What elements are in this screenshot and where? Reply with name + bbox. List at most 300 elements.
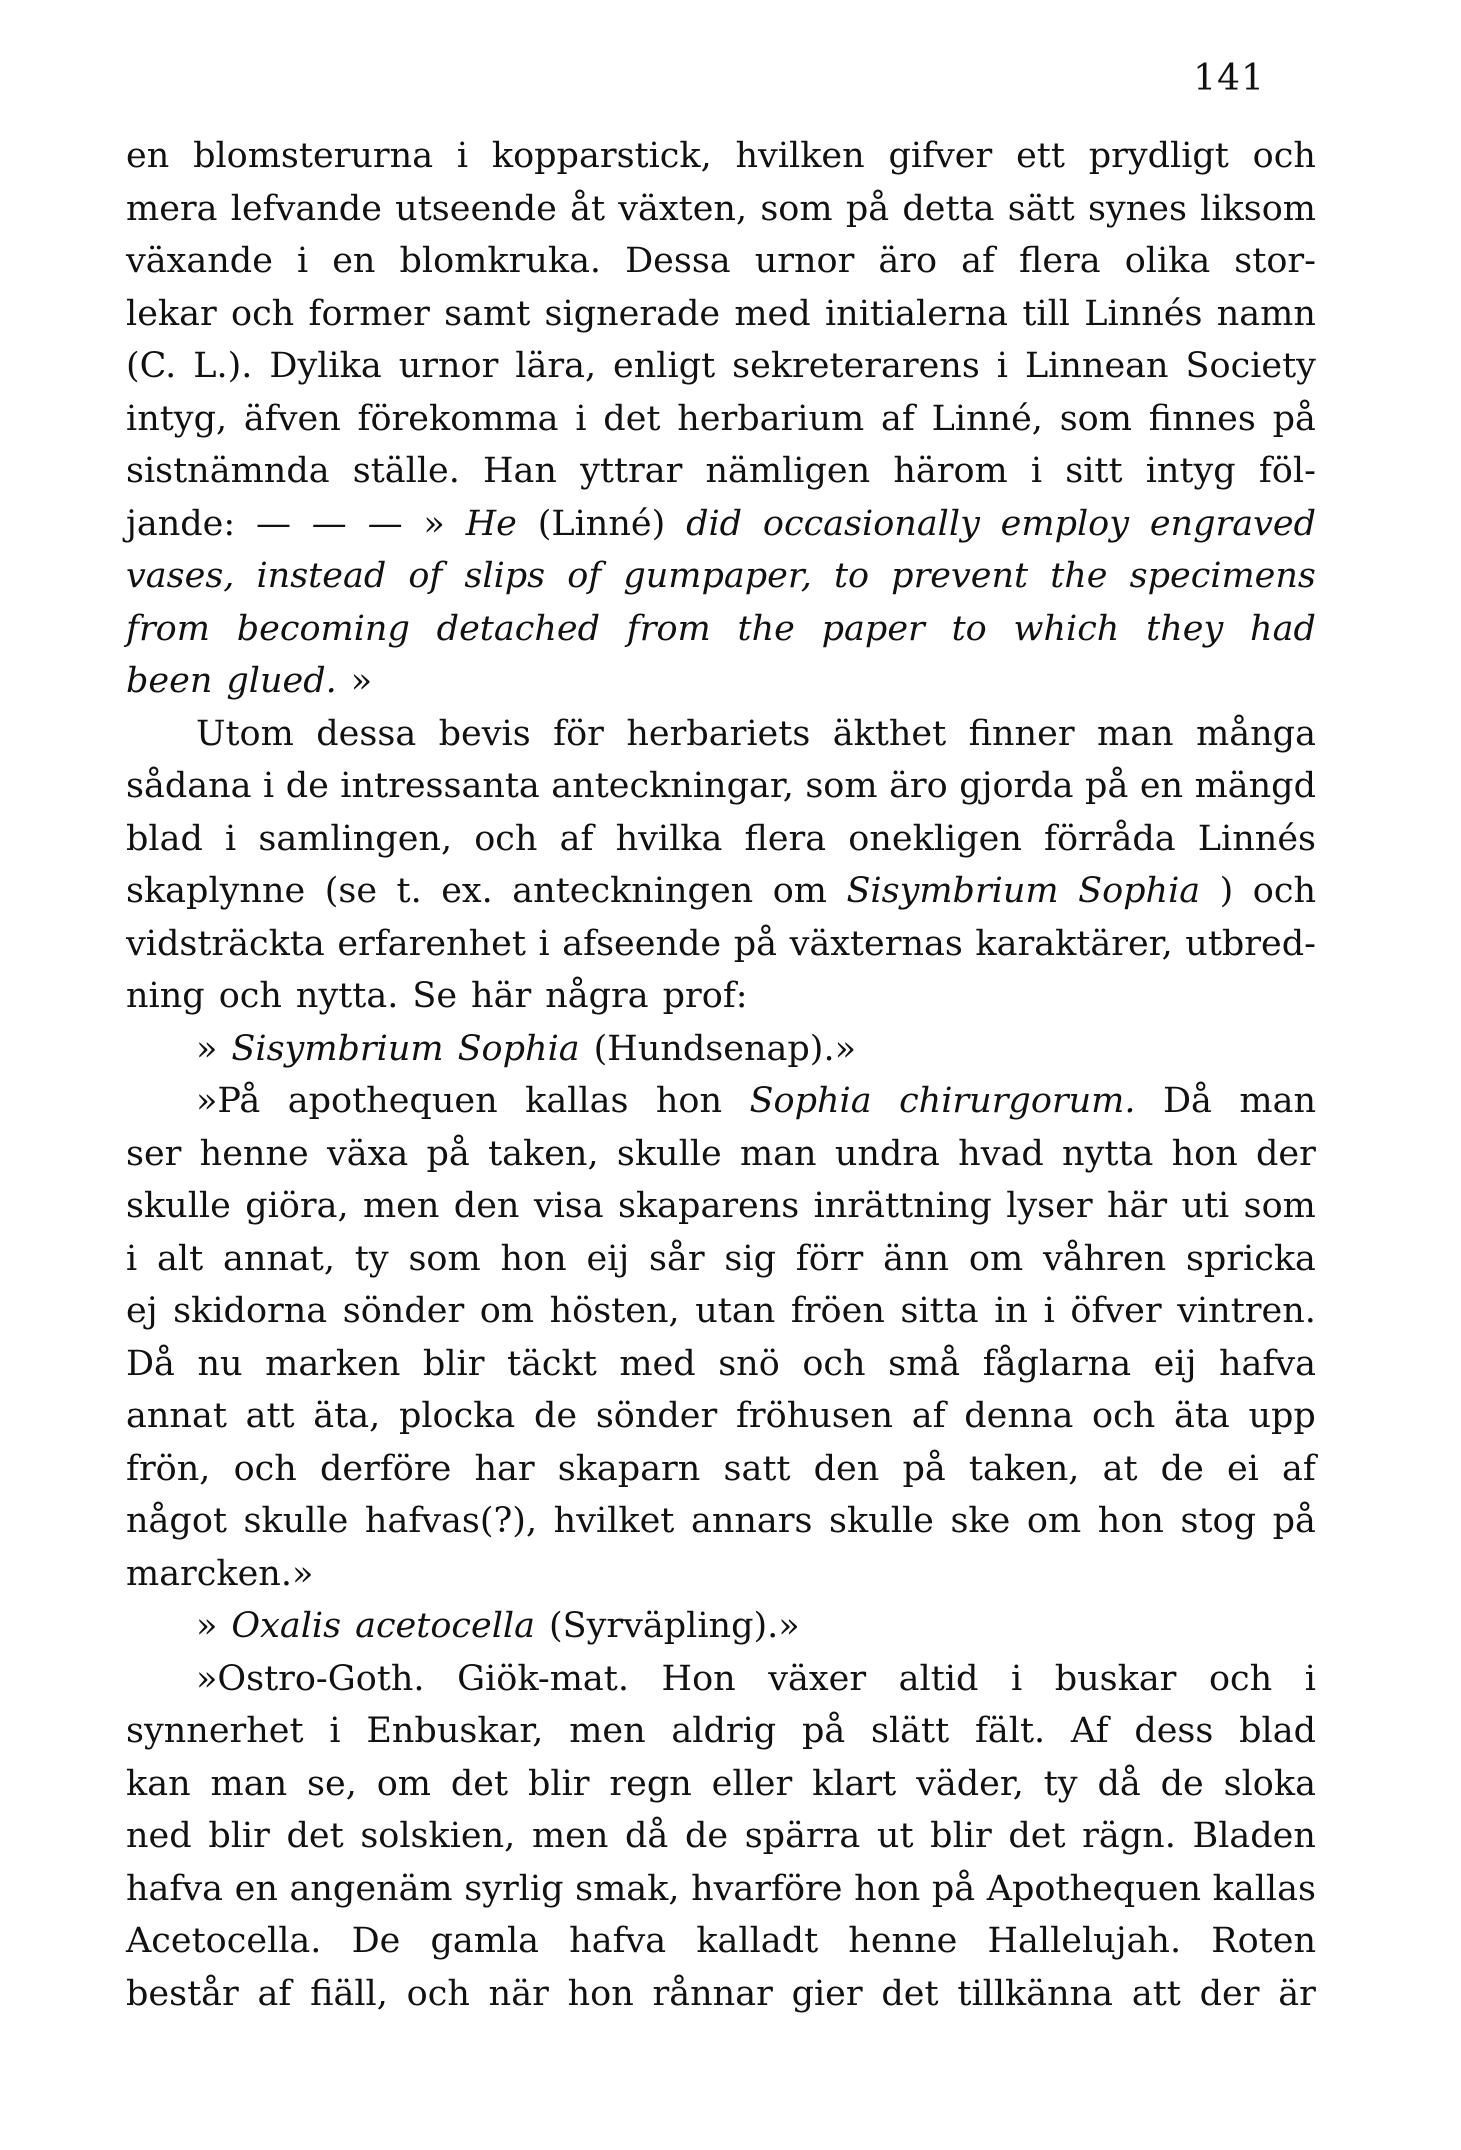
- text-line: [126, 340, 1316, 393]
- word: jande:: [126, 503, 236, 544]
- word: på: [902, 1448, 946, 1489]
- word: smak,: [575, 1868, 680, 1909]
- word: på: [1272, 1501, 1316, 1541]
- word: men: [569, 1711, 646, 1751]
- word: Hallelujah.: [987, 1921, 1182, 1961]
- text-line: [126, 183, 1316, 236]
- word: små: [888, 1343, 961, 1384]
- word: slätt: [871, 1711, 950, 1751]
- word: i: [225, 818, 237, 859]
- word: fåglarna: [982, 1343, 1132, 1384]
- word: Linnés: [1197, 818, 1316, 859]
- word: att: [1131, 1973, 1181, 2014]
- italic-word: the: [1050, 556, 1108, 596]
- word: hon: [854, 1868, 921, 1909]
- word: som: [408, 1238, 481, 1279]
- word: men: [362, 1186, 440, 1226]
- word: gifver: [888, 136, 993, 176]
- word: »Ostro-Goth.: [196, 1658, 425, 1699]
- word: Hon: [661, 1658, 736, 1699]
- italic-word: to: [833, 556, 870, 596]
- word: på: [426, 1133, 470, 1174]
- italic-word: Sophia: [749, 1081, 872, 1121]
- word: något: [126, 1501, 227, 1541]
- word: hösten,: [549, 1291, 680, 1331]
- word: karaktärer,: [975, 923, 1173, 964]
- italic-word: vases,: [126, 556, 235, 596]
- word: apothequen: [287, 1081, 498, 1121]
- word: täckt: [507, 1343, 597, 1384]
- text-line: [126, 1548, 1316, 1601]
- word: urnor: [754, 241, 855, 281]
- italic-word: acetocella: [355, 1606, 535, 1646]
- word: hvarföre: [691, 1868, 843, 1909]
- word: Roten: [1211, 1921, 1316, 1961]
- word: och: [474, 818, 538, 859]
- word: de: [684, 1816, 729, 1856]
- word: utseende: [395, 188, 557, 229]
- italic-word: from: [626, 608, 711, 649]
- word: ex.: [441, 871, 493, 911]
- italic-word: glued.: [226, 661, 337, 701]
- word: (Hundsenap).»: [593, 1028, 856, 1069]
- word: sätt: [1007, 188, 1075, 229]
- word: hon: [1097, 1501, 1164, 1541]
- word: och: [802, 1343, 866, 1384]
- word: henne: [848, 1921, 958, 1961]
- word: och: [1208, 1658, 1273, 1699]
- word: härom: [893, 451, 1008, 491]
- word: på: [931, 1868, 976, 1909]
- word: stog: [1180, 1501, 1256, 1541]
- word: namn: [1216, 293, 1316, 334]
- word: signerade: [544, 293, 721, 334]
- word: urnor: [398, 346, 499, 386]
- word: Linnés: [1084, 293, 1203, 334]
- italic-word: which: [1013, 608, 1120, 649]
- word: det: [1008, 1816, 1066, 1856]
- italic-word: had: [1250, 608, 1316, 649]
- italic-word: Sisymbrium: [231, 1028, 444, 1069]
- word: flera: [1019, 241, 1101, 281]
- italic-word: occasionally: [762, 503, 980, 544]
- word: ej: [126, 1291, 158, 1331]
- word: Society: [1185, 346, 1316, 386]
- word: hvilka: [615, 818, 723, 859]
- word: ett: [1016, 136, 1065, 176]
- text-line: [126, 970, 1316, 1023]
- italic-word: specimens: [1129, 556, 1316, 596]
- word: om: [376, 1763, 431, 1804]
- word: Enbuskar,: [366, 1711, 544, 1751]
- text-line: [126, 393, 1316, 446]
- word: herbariets: [626, 713, 811, 754]
- word: man: [1239, 1081, 1316, 1121]
- word: när: [488, 1973, 549, 2014]
- word: väder,: [916, 1763, 1024, 1804]
- word: af: [559, 818, 594, 859]
- word: här: [471, 976, 532, 1016]
- italic-word: to: [951, 608, 987, 649]
- word: och: [1252, 871, 1316, 911]
- word: i: [538, 923, 550, 964]
- word: gjorda: [959, 766, 1074, 806]
- word: derföre: [319, 1448, 452, 1489]
- word: Dessa: [625, 241, 731, 281]
- word: skaparens: [618, 1186, 800, 1226]
- word: Dylika: [269, 346, 382, 386]
- word: de: [534, 1396, 578, 1436]
- text-line: [126, 1810, 1316, 1863]
- word: Då: [126, 1343, 175, 1384]
- word: bevis: [438, 713, 531, 754]
- word: hon: [1171, 1133, 1238, 1174]
- word: som: [805, 766, 878, 806]
- word: skulle: [829, 1501, 934, 1541]
- word: altid: [898, 1658, 979, 1699]
- word: onekligen: [848, 818, 1022, 859]
- italic-word: prevent: [891, 556, 1029, 596]
- word: buskar: [1054, 1658, 1177, 1699]
- word: visa: [533, 1186, 604, 1226]
- italic-word: did: [686, 503, 743, 544]
- italic-word: Sophia: [457, 1028, 580, 1069]
- italic-word: He: [465, 503, 517, 544]
- word: erfarenhet: [337, 923, 526, 964]
- word: en: [126, 136, 170, 176]
- word: regn: [609, 1763, 692, 1804]
- italic-word: slips: [464, 556, 546, 596]
- word: skaplynne: [126, 871, 306, 911]
- word: anteckningen: [512, 871, 754, 911]
- text-line: [126, 1180, 1316, 1233]
- word: Se: [412, 976, 458, 1016]
- word: till: [1022, 293, 1070, 334]
- word: på: [1272, 398, 1316, 439]
- word: »: [196, 1606, 218, 1646]
- word: om: [479, 1291, 535, 1331]
- word: i: [1043, 1291, 1055, 1331]
- text-line: [126, 655, 1316, 708]
- word: af: [880, 398, 915, 439]
- word: lyser: [1006, 1186, 1093, 1226]
- word: som: [1243, 1186, 1316, 1226]
- word: i: [329, 1711, 341, 1751]
- word: förr: [795, 1238, 864, 1279]
- text-line: [126, 1023, 1316, 1076]
- word: och: [406, 1973, 470, 2014]
- text-line: [126, 498, 1316, 551]
- word: för: [553, 713, 604, 754]
- word: många: [1196, 713, 1316, 754]
- word: några: [545, 976, 649, 1016]
- word: sistnämnda: [126, 451, 330, 491]
- word: öfver: [1070, 1291, 1162, 1331]
- word: synes: [1087, 188, 1187, 229]
- word: finner: [968, 713, 1075, 754]
- word: in: [994, 1291, 1028, 1331]
- word: blir: [527, 1763, 590, 1804]
- word: i: [1304, 1658, 1316, 1699]
- word: växa: [327, 1133, 409, 1174]
- word: t.: [396, 871, 422, 911]
- word: hvad: [958, 1133, 1044, 1174]
- text-line: [126, 603, 1316, 656]
- word: Giök-mat.: [457, 1658, 629, 1699]
- word: »: [423, 503, 445, 544]
- word: rånnar: [652, 1973, 773, 2014]
- text-line: [126, 1495, 1316, 1548]
- word: alt: [157, 1238, 204, 1279]
- italic-word: gumpaper,: [623, 556, 812, 596]
- word: kopparstick,: [491, 136, 712, 176]
- word: enligt: [613, 346, 716, 386]
- word: det: [881, 1973, 939, 2014]
- italic-word: paper: [821, 608, 925, 649]
- word: utbred-: [1185, 923, 1316, 964]
- text-line: [126, 1968, 1316, 2021]
- word: yttrar: [580, 451, 683, 491]
- word: består: [126, 1973, 239, 2014]
- word: är: [1278, 1973, 1316, 2014]
- text-line: [126, 813, 1316, 866]
- word: och: [1092, 1396, 1156, 1436]
- word: fält.: [974, 1711, 1046, 1751]
- word: intyg: [1145, 451, 1236, 491]
- word: man: [1097, 713, 1174, 754]
- word: i: [1030, 451, 1043, 491]
- word: Han: [483, 451, 557, 491]
- word: »På: [196, 1081, 261, 1121]
- word: af: [961, 241, 995, 281]
- word: i: [126, 1238, 138, 1279]
- italic-word: Sisymbrium: [846, 871, 1059, 911]
- word: eij: [586, 1238, 630, 1279]
- word: åt: [570, 188, 606, 229]
- word: mängd: [1194, 766, 1316, 806]
- word: det: [603, 398, 661, 439]
- word: ställe.: [352, 451, 460, 491]
- word: om: [1026, 1501, 1082, 1541]
- word: växten,: [618, 188, 748, 229]
- word: nytta.: [295, 976, 399, 1016]
- word: blir: [208, 1816, 270, 1856]
- word: rägn.: [1082, 1816, 1176, 1856]
- text-line: [126, 1390, 1316, 1443]
- word: och: [233, 1448, 297, 1489]
- word: at: [1102, 1448, 1138, 1489]
- word: —: [255, 503, 291, 544]
- word: tillkänna: [957, 1973, 1114, 2014]
- word: plocka: [398, 1396, 516, 1436]
- word: man: [210, 1763, 288, 1804]
- word: en: [332, 241, 376, 281]
- word: hafva: [569, 1921, 667, 1961]
- word: annat,: [222, 1238, 335, 1279]
- word: man: [739, 1133, 817, 1174]
- word: spricka: [1185, 1238, 1316, 1279]
- word: skulle: [126, 1186, 231, 1226]
- word: förekomma: [357, 398, 559, 439]
- word: »: [350, 661, 373, 701]
- word: taken,: [488, 1133, 599, 1174]
- word: i: [996, 346, 1008, 386]
- word: eller: [711, 1763, 793, 1804]
- italic-word: detached: [436, 608, 600, 649]
- word: ske: [950, 1501, 1011, 1541]
- word: klart: [812, 1763, 897, 1804]
- italic-word: from: [126, 608, 210, 649]
- word: hon: [567, 1973, 634, 2014]
- text-line: [126, 1863, 1316, 1916]
- word: förråda: [1044, 818, 1176, 859]
- word: blir: [930, 1816, 992, 1856]
- italic-word: becoming: [236, 608, 410, 649]
- word: änn: [883, 1238, 950, 1279]
- italic-word: engraved: [1149, 503, 1316, 544]
- word: en: [1139, 766, 1184, 806]
- word: men: [531, 1816, 609, 1856]
- word: på: [845, 188, 890, 229]
- word: eij: [1153, 1343, 1197, 1384]
- word: skaparn: [557, 1448, 701, 1489]
- text-line: [126, 1600, 1316, 1653]
- word: prydligt: [1088, 136, 1229, 176]
- word: äro: [889, 766, 948, 806]
- italic-word: Sophia: [1078, 871, 1201, 911]
- word: snö: [718, 1343, 780, 1384]
- word: denna: [964, 1396, 1074, 1436]
- text-line: [126, 550, 1316, 603]
- word: som: [760, 188, 833, 229]
- word: herbarium: [677, 398, 865, 439]
- word: hvilken: [735, 136, 865, 176]
- word: föl-: [1258, 451, 1316, 491]
- word: Acetocella.: [126, 1921, 322, 1961]
- word: initialerna: [824, 293, 1009, 334]
- word: nytta: [1062, 1133, 1154, 1174]
- word: det: [450, 1763, 509, 1804]
- word: frön,: [126, 1448, 211, 1489]
- word: Af: [1070, 1711, 1109, 1751]
- word: blad: [126, 818, 203, 859]
- word: i: [1010, 1658, 1023, 1699]
- word: syrlig: [464, 1868, 564, 1909]
- word: växande: [126, 241, 273, 281]
- word: att: [245, 1396, 295, 1436]
- word: växternas: [789, 923, 963, 964]
- word: den: [453, 1186, 520, 1226]
- word: ned: [126, 1816, 192, 1856]
- word: vidsträckta: [126, 923, 325, 964]
- word: ning: [126, 976, 205, 1016]
- word: kallas: [525, 1081, 629, 1121]
- word: inrättning: [813, 1186, 992, 1226]
- word: prof:: [662, 976, 748, 1016]
- word: (Linné): [537, 503, 666, 544]
- word: hafva: [126, 1868, 224, 1909]
- word: former: [308, 293, 430, 334]
- word: Utom: [196, 713, 294, 754]
- word: aldrig: [671, 1711, 777, 1751]
- word: ser: [126, 1133, 182, 1174]
- word: sitta: [900, 1291, 979, 1331]
- word: nu: [197, 1343, 243, 1384]
- text-line: [126, 760, 1316, 813]
- word: undra: [834, 1133, 940, 1174]
- word: i: [263, 766, 275, 806]
- text-line: [126, 918, 1316, 971]
- word: dess: [1134, 1711, 1214, 1751]
- word: annat: [126, 1396, 227, 1436]
- text-line: [126, 1285, 1316, 1338]
- word: sekreterarens: [732, 346, 980, 386]
- word: stor-: [1234, 241, 1316, 281]
- text-line: [126, 708, 1316, 761]
- word: samt: [444, 293, 531, 334]
- word: —: [311, 503, 347, 544]
- word: vintren.: [1177, 1291, 1316, 1331]
- word: hafvas(?),: [364, 1501, 538, 1541]
- italic-word: instead: [256, 556, 387, 596]
- word: mera: [126, 188, 218, 229]
- word: hon: [655, 1081, 723, 1121]
- text-line: [126, 1075, 1316, 1128]
- word: der: [1199, 1973, 1260, 2014]
- word: detta: [902, 188, 995, 229]
- word: skidorna: [173, 1291, 328, 1331]
- word: äta,: [313, 1396, 381, 1436]
- word: L.).: [193, 346, 253, 386]
- word: då: [1097, 1763, 1141, 1804]
- text-line: [126, 1233, 1316, 1286]
- word: fiäll,: [310, 1973, 388, 2014]
- word: af: [911, 1396, 946, 1436]
- word: om: [968, 1238, 1024, 1279]
- word: Bladen: [1192, 1816, 1316, 1856]
- word: spärra: [744, 1816, 861, 1856]
- word: af: [257, 1973, 292, 2014]
- word: synnerhet: [126, 1711, 304, 1751]
- word: ei: [1226, 1448, 1259, 1489]
- word: gier: [791, 1973, 863, 2014]
- word: sönder: [342, 1291, 465, 1331]
- page-number: 141: [1193, 58, 1265, 99]
- word: de: [1160, 1763, 1204, 1804]
- word: satt: [723, 1448, 791, 1489]
- word: hon: [500, 1238, 567, 1279]
- word: liksom: [1200, 188, 1316, 229]
- word: i: [296, 241, 309, 281]
- text-line: [126, 865, 1316, 918]
- word: i: [575, 398, 587, 439]
- word: på: [1085, 766, 1129, 806]
- word: skulle: [243, 1501, 349, 1541]
- word: lekar: [126, 293, 217, 334]
- word: kan: [126, 1763, 191, 1804]
- word: (Syrväpling).»: [548, 1606, 800, 1646]
- italic-word: of: [567, 556, 602, 596]
- word: (se: [324, 871, 378, 911]
- word: ty: [1043, 1763, 1078, 1804]
- word: lära,: [515, 346, 597, 386]
- word: skulle: [616, 1133, 722, 1174]
- word: de: [285, 766, 329, 806]
- word: gamla: [430, 1921, 540, 1961]
- word: här: [1106, 1186, 1168, 1226]
- text-line: [126, 130, 1316, 183]
- word: ): [1219, 871, 1234, 911]
